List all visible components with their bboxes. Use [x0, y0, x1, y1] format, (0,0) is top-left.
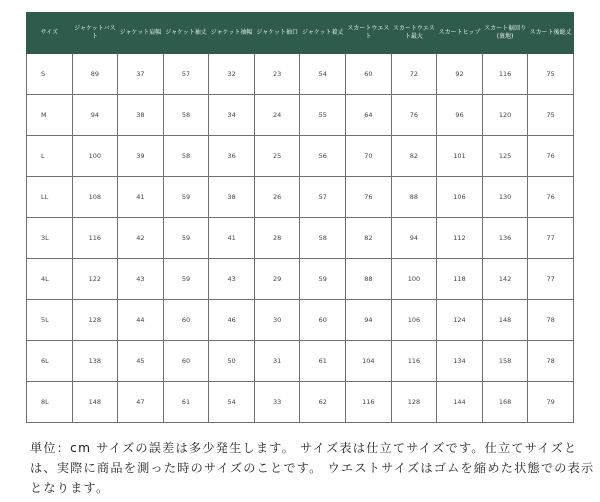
table-cell: 125 — [482, 136, 528, 177]
table-cell: 38 — [209, 177, 255, 218]
header-skirt-back-length: スカート後総丈 — [528, 13, 574, 54]
table-cell: 55 — [300, 95, 346, 136]
table-row — [27, 54, 574, 95]
table-cell: 148 — [482, 300, 528, 341]
table-cell: 32 — [209, 54, 255, 95]
table-cell: 88 — [391, 177, 437, 218]
table-cell: 43 — [209, 259, 255, 300]
table-cell: 94 — [391, 218, 437, 259]
table-cell: 58 — [300, 218, 346, 259]
table-row — [27, 341, 574, 382]
table-row — [27, 136, 574, 177]
header-jacket-sleeve-length: ジャケット袖丈 — [163, 13, 209, 54]
table-cell: 118 — [437, 259, 483, 300]
table-row — [27, 177, 574, 218]
size-chart-table — [26, 12, 574, 423]
table-header-row — [27, 13, 574, 54]
table-cell: 76 — [346, 177, 392, 218]
table-cell: 142 — [482, 259, 528, 300]
table-cell: 101 — [437, 136, 483, 177]
table-cell: 54 — [300, 54, 346, 95]
table-cell: 89 — [72, 54, 118, 95]
table-cell: 78 — [528, 300, 574, 341]
table-cell: 82 — [346, 218, 392, 259]
table-cell: 88 — [346, 259, 392, 300]
size-label-cell: 5L — [27, 300, 73, 341]
header-skirt-waist-max: スカートウエスト最大 — [391, 13, 437, 54]
size-label-cell: M — [27, 95, 73, 136]
table-cell: 94 — [72, 95, 118, 136]
size-label-cell: LL — [27, 177, 73, 218]
table-cell: 36 — [209, 136, 255, 177]
table-cell: 72 — [391, 54, 437, 95]
table-cell: 100 — [72, 136, 118, 177]
table-cell: 122 — [72, 259, 118, 300]
table-cell: 76 — [528, 177, 574, 218]
table-cell: 60 — [346, 54, 392, 95]
table-cell: 59 — [163, 218, 209, 259]
table-cell: 61 — [300, 341, 346, 382]
table-cell: 31 — [254, 341, 300, 382]
header-size: サイズ — [27, 13, 73, 54]
table-cell: 60 — [300, 300, 346, 341]
table-cell: 45 — [118, 341, 164, 382]
table-row — [27, 300, 574, 341]
header-skirt-hip: スカートヒップ — [437, 13, 483, 54]
table-row — [27, 218, 574, 259]
table-cell: 148 — [72, 382, 118, 423]
table-cell: 130 — [482, 177, 528, 218]
table-row — [27, 259, 574, 300]
table-cell: 138 — [72, 341, 118, 382]
table-cell: 61 — [163, 382, 209, 423]
table-cell: 76 — [528, 136, 574, 177]
table-cell: 23 — [254, 54, 300, 95]
table-cell: 116 — [391, 341, 437, 382]
table-cell: 112 — [437, 218, 483, 259]
table-cell: 44 — [118, 300, 164, 341]
table-cell: 94 — [346, 300, 392, 341]
table-cell: 79 — [528, 382, 574, 423]
table-cell: 57 — [163, 54, 209, 95]
table-cell: 134 — [437, 341, 483, 382]
table-cell: 128 — [391, 382, 437, 423]
table-cell: 30 — [254, 300, 300, 341]
table-cell: 106 — [437, 177, 483, 218]
table-cell: 60 — [163, 300, 209, 341]
table-cell: 144 — [437, 382, 483, 423]
size-label-cell: S — [27, 54, 73, 95]
table-cell: 34 — [209, 95, 255, 136]
table-cell: 41 — [118, 177, 164, 218]
table-cell: 116 — [346, 382, 392, 423]
table-cell: 62 — [300, 382, 346, 423]
header-jacket-shoulder: ジャケット肩幅 — [118, 13, 164, 54]
header-jacket-sleeve-width: ジャケット袖幅 — [209, 13, 255, 54]
table-cell: 76 — [391, 95, 437, 136]
size-label-cell: 6L — [27, 341, 73, 382]
table-row — [27, 95, 574, 136]
table-cell: 75 — [528, 95, 574, 136]
table-cell: 50 — [209, 341, 255, 382]
table-row — [27, 382, 574, 423]
table-cell: 77 — [528, 218, 574, 259]
table-cell: 46 — [209, 300, 255, 341]
size-label-cell: L — [27, 136, 73, 177]
table-cell: 59 — [163, 177, 209, 218]
table-cell: 58 — [163, 95, 209, 136]
table-cell: 64 — [346, 95, 392, 136]
table-cell: 56 — [300, 136, 346, 177]
table-cell: 59 — [300, 259, 346, 300]
table-cell: 37 — [118, 54, 164, 95]
table-cell: 39 — [118, 136, 164, 177]
table-cell: 75 — [528, 54, 574, 95]
table-cell: 28 — [254, 218, 300, 259]
table-cell: 158 — [482, 341, 528, 382]
size-label-cell: 4L — [27, 259, 73, 300]
table-cell: 136 — [482, 218, 528, 259]
table-cell: 59 — [163, 259, 209, 300]
table-cell: 168 — [482, 382, 528, 423]
table-cell: 42 — [118, 218, 164, 259]
header-jacket-length: ジャケット着丈 — [300, 13, 346, 54]
table-cell: 116 — [482, 54, 528, 95]
table-cell: 47 — [118, 382, 164, 423]
size-label-cell: 8L — [27, 382, 73, 423]
table-cell: 96 — [437, 95, 483, 136]
table-cell: 58 — [163, 136, 209, 177]
table-cell: 128 — [72, 300, 118, 341]
table-cell: 70 — [346, 136, 392, 177]
table-cell: 78 — [528, 341, 574, 382]
table-body — [27, 54, 574, 423]
header-skirt-hem: スカート裾回り(裏地) — [482, 13, 528, 54]
table-cell: 120 — [482, 95, 528, 136]
table-cell: 60 — [163, 341, 209, 382]
table-cell: 82 — [391, 136, 437, 177]
header-jacket-bust: ジャケットバスト — [72, 13, 118, 54]
table-cell: 57 — [300, 177, 346, 218]
table-cell: 116 — [72, 218, 118, 259]
table-cell: 92 — [437, 54, 483, 95]
table-cell: 108 — [72, 177, 118, 218]
table-cell: 104 — [346, 341, 392, 382]
table-cell: 25 — [254, 136, 300, 177]
table-cell: 106 — [391, 300, 437, 341]
table-cell: 24 — [254, 95, 300, 136]
table-cell: 29 — [254, 259, 300, 300]
table-cell: 100 — [391, 259, 437, 300]
table-cell: 26 — [254, 177, 300, 218]
size-label-cell: 3L — [27, 218, 73, 259]
header-skirt-waist: スカートウエスト — [346, 13, 392, 54]
table-cell: 41 — [209, 218, 255, 259]
table-cell: 33 — [254, 382, 300, 423]
table-cell: 38 — [118, 95, 164, 136]
table-cell: 77 — [528, 259, 574, 300]
table-cell: 54 — [209, 382, 255, 423]
size-note: 単位：cm サイズの誤差は多少発生します。 サイズ表は仕立てサイズです。仕立てサイズとは、実際に商品を測った時のサイズのことです。 ウエストサイズはゴムを縮めた状態での表示となります。 — [30, 441, 595, 495]
table-cell: 124 — [437, 300, 483, 341]
header-jacket-cuff: ジャケット袖口 — [254, 13, 300, 54]
table-cell: 43 — [118, 259, 164, 300]
